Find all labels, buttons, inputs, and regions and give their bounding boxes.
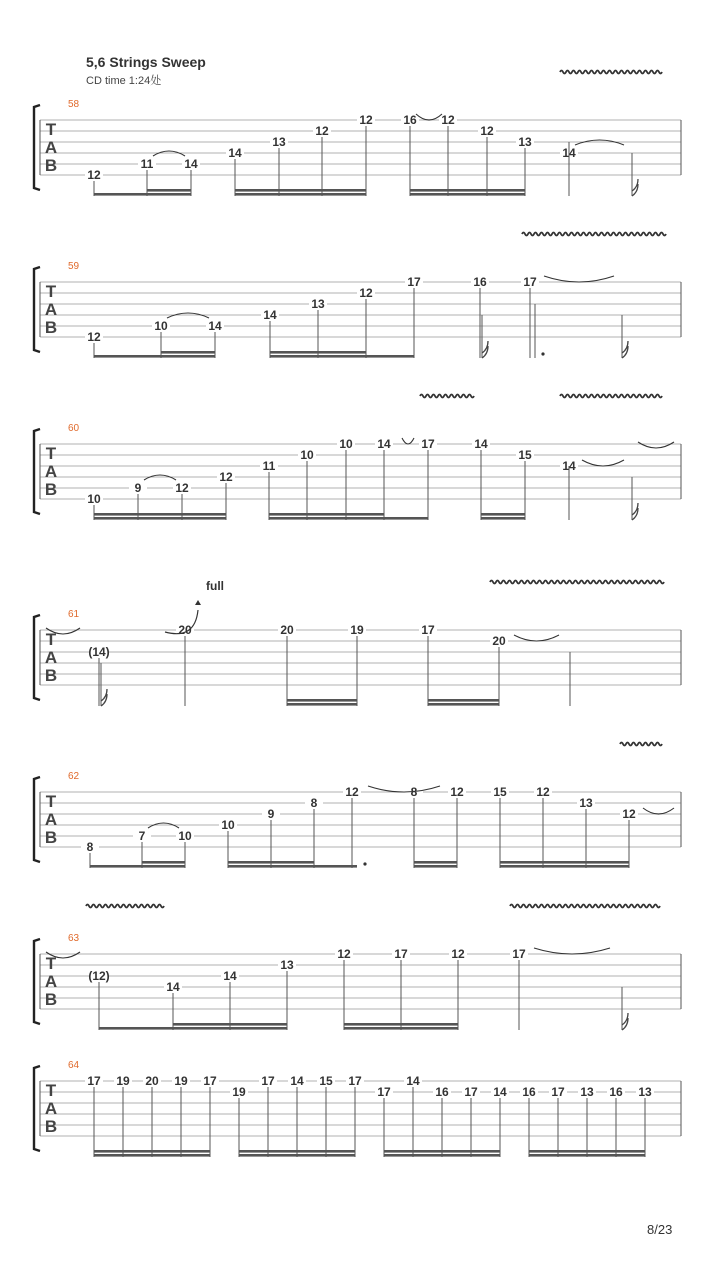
vibrato-mark (620, 743, 662, 746)
fret-number: 20 (145, 1074, 159, 1088)
tab-clef-letter: A (44, 300, 58, 319)
fret-number: 14 (493, 1085, 507, 1099)
tab-clef-letter: B (44, 480, 58, 499)
fret-number: 12 (87, 168, 101, 182)
beam (94, 513, 226, 516)
beam (94, 193, 191, 196)
measure-number: 59 (68, 261, 80, 272)
fret-number: 13 (579, 796, 593, 810)
note-flag (101, 689, 107, 706)
beam (414, 865, 457, 868)
beam (235, 193, 366, 196)
fret-number: 17 (551, 1085, 565, 1099)
note-flag (622, 1013, 628, 1030)
measure-number: 63 (68, 933, 80, 944)
fret-number: 19 (116, 1074, 130, 1088)
beam (410, 193, 525, 196)
fret-number: 14 (228, 146, 242, 160)
tab-clef-letter: B (44, 828, 58, 847)
tab-clef-letter: A (44, 810, 58, 829)
fret-number: 10 (87, 492, 101, 506)
measure-number: 61 (68, 609, 80, 620)
fret-number: 10 (300, 448, 314, 462)
fret-number: 12 (480, 124, 494, 138)
tab-clef-letter: T (45, 444, 57, 463)
beam (270, 355, 414, 358)
fret-number: 13 (280, 958, 294, 972)
tab-system-64 (34, 1060, 681, 1157)
vibrato-mark (86, 905, 164, 908)
fret-number: 14 (208, 319, 222, 333)
tab-clef-letter: B (44, 1117, 58, 1136)
tie-slur (582, 460, 624, 466)
fret-number: (14) (88, 645, 110, 659)
fret-number: 12 (175, 481, 189, 495)
beam (500, 865, 629, 868)
beam (94, 1150, 210, 1153)
tab-system-60 (34, 423, 681, 520)
beam (90, 865, 185, 868)
beam (414, 861, 457, 864)
fret-number: 15 (493, 785, 507, 799)
fret-number: 19 (350, 623, 364, 637)
fret-number: 17 (203, 1074, 217, 1088)
tab-system-63 (34, 933, 681, 1030)
fret-number: 11 (140, 157, 154, 171)
beam (287, 703, 357, 706)
fret-number: 14 (377, 437, 391, 451)
fret-number: 17 (348, 1074, 362, 1088)
beam (428, 699, 499, 702)
fret-number: 19 (174, 1074, 188, 1088)
beam (344, 1027, 458, 1030)
tab-clef-letter: B (44, 318, 58, 337)
fret-number: 14 (562, 459, 576, 473)
tie-slur (144, 475, 176, 480)
vibrato-mark (510, 905, 660, 908)
tie-slur (638, 442, 674, 448)
score-title: 5,6 Strings Sweep (86, 54, 206, 70)
fret-number: 8 (310, 796, 318, 810)
fret-number: 20 (178, 623, 192, 637)
vibrato-mark (560, 395, 662, 398)
tab-clef-letter: A (44, 138, 58, 157)
fret-number: 19 (232, 1085, 246, 1099)
fret-number: 14 (263, 308, 277, 322)
fret-number: 17 (464, 1085, 478, 1099)
beam (94, 355, 215, 358)
vibrato-mark (560, 71, 662, 74)
beam (228, 861, 314, 864)
fret-number: 13 (311, 297, 325, 311)
tab-clef-letter: B (44, 666, 58, 685)
fret-number: 20 (280, 623, 294, 637)
beam (239, 1154, 355, 1157)
fret-number: 14 (474, 437, 488, 451)
tie-slur (575, 140, 624, 145)
tab-clef-letter: T (45, 792, 57, 811)
tie-slur (153, 151, 185, 156)
tab-clef-letter: T (45, 954, 57, 973)
beam (481, 513, 525, 516)
bend-arrowhead (195, 600, 201, 605)
system-bracket (34, 105, 40, 190)
fret-number: 9 (134, 481, 142, 495)
fret-number: 10 (178, 829, 192, 843)
fret-number: 17 (87, 1074, 101, 1088)
fret-number: 16 (609, 1085, 623, 1099)
beam (94, 517, 226, 520)
system-bracket (34, 615, 40, 700)
fret-number: 12 (315, 124, 329, 138)
beam (142, 861, 185, 864)
fret-number: 14 (406, 1074, 420, 1088)
tie-slur (544, 276, 614, 282)
beam (384, 1154, 500, 1157)
beam (529, 1150, 645, 1153)
page-number: 8/23 (647, 1222, 673, 1237)
beam (94, 1154, 210, 1157)
beam (173, 1023, 287, 1026)
fret-number: 13 (580, 1085, 594, 1099)
vibrato-mark (522, 233, 666, 236)
beam (500, 861, 629, 864)
beam (384, 1150, 500, 1153)
fret-number: 9 (267, 807, 275, 821)
fret-number: 16 (435, 1085, 449, 1099)
measure-number: 60 (68, 423, 80, 434)
tab-clef-letter: T (45, 630, 57, 649)
fret-number: 12 (219, 470, 233, 484)
fret-number: 10 (154, 319, 168, 333)
fret-number: 17 (377, 1085, 391, 1099)
fret-number: 14 (184, 157, 198, 171)
fret-number: 8 (86, 840, 94, 854)
beam (239, 1150, 355, 1153)
note-flag (482, 341, 488, 358)
fret-number: 14 (290, 1074, 304, 1088)
tab-clef-letter: A (44, 462, 58, 481)
beam (270, 351, 366, 354)
tie-slur (167, 313, 209, 318)
note-flag (632, 503, 638, 520)
tie-slur (368, 786, 440, 792)
rhythm-dot (363, 862, 366, 865)
fret-number: 15 (518, 448, 532, 462)
tab-clef-letter: A (44, 972, 58, 991)
fret-number: 12 (451, 947, 465, 961)
beam (269, 517, 428, 520)
tab-system-59 (34, 261, 681, 358)
fret-number: (12) (88, 969, 110, 983)
tab-clef-letter: T (45, 120, 57, 139)
vibrato-mark (490, 581, 664, 584)
fret-number: 12 (441, 113, 455, 127)
fret-number: 12 (359, 113, 373, 127)
beam (147, 189, 191, 192)
beam (428, 703, 499, 706)
fret-number: 14 (223, 969, 237, 983)
fret-number: 20 (492, 634, 506, 648)
beam (161, 351, 215, 354)
fret-number: 16 (522, 1085, 536, 1099)
fret-number: 17 (523, 275, 537, 289)
fret-number: 17 (421, 623, 435, 637)
fret-number: 12 (450, 785, 464, 799)
beam (228, 865, 357, 868)
fret-number: 12 (536, 785, 550, 799)
beam (287, 699, 357, 702)
tab-system-62 (34, 771, 681, 868)
fret-number: 10 (221, 818, 235, 832)
beam (410, 189, 525, 192)
fret-number: 15 (319, 1074, 333, 1088)
fret-number: 14 (166, 980, 180, 994)
fret-number: 12 (337, 947, 351, 961)
beam (269, 513, 384, 516)
note-flag (632, 179, 638, 196)
fret-number: 12 (345, 785, 359, 799)
tab-clef-letter: T (45, 282, 57, 301)
fret-number: 16 (403, 113, 417, 127)
beam (235, 189, 366, 192)
beam (481, 517, 525, 520)
tab-clef-letter: A (44, 648, 58, 667)
system-bracket (34, 1066, 40, 1151)
tie-slur (643, 808, 674, 814)
rhythm-dot (541, 352, 544, 355)
fret-number: 17 (394, 947, 408, 961)
tab-system-58 (34, 99, 681, 196)
tab-clef-letter: A (44, 1099, 58, 1118)
vibrato-mark (420, 395, 474, 398)
tab-system-61 (34, 579, 681, 706)
measure-number: 58 (68, 99, 80, 110)
measure-number: 62 (68, 771, 80, 782)
beam (529, 1154, 645, 1157)
fret-number: 13 (272, 135, 286, 149)
tie-slur (148, 823, 179, 828)
tab-clef-letter: B (44, 156, 58, 175)
fret-number: 12 (622, 807, 636, 821)
fret-number: 14 (562, 146, 576, 160)
fret-number: 16 (473, 275, 487, 289)
fret-number: 7 (138, 829, 146, 843)
measure-number: 64 (68, 1060, 80, 1071)
fret-number: 11 (262, 459, 276, 473)
system-bracket (34, 429, 40, 514)
fret-number: 13 (638, 1085, 652, 1099)
fret-number: 8 (410, 785, 418, 799)
system-bracket (34, 267, 40, 352)
tie-slur (534, 948, 610, 954)
beam (344, 1023, 458, 1026)
tie-slur (402, 438, 414, 444)
cd-time-note: CD time 1:24处 (86, 75, 162, 87)
tie-slur (416, 114, 442, 120)
tie-slur (514, 635, 559, 641)
fret-number: 17 (512, 947, 526, 961)
tab-clef-letter: B (44, 990, 58, 1009)
tab-clef-letter: T (45, 1081, 57, 1100)
fret-number: 13 (518, 135, 532, 149)
fret-number: 12 (359, 286, 373, 300)
note-flag (622, 341, 628, 358)
system-bracket (34, 939, 40, 1024)
bend-label: full (206, 579, 224, 593)
beam (99, 1027, 287, 1030)
fret-number: 10 (339, 437, 353, 451)
fret-number: 12 (87, 330, 101, 344)
fret-number: 17 (261, 1074, 275, 1088)
fret-number: 17 (421, 437, 435, 451)
fret-number: 17 (407, 275, 421, 289)
system-bracket (34, 777, 40, 862)
